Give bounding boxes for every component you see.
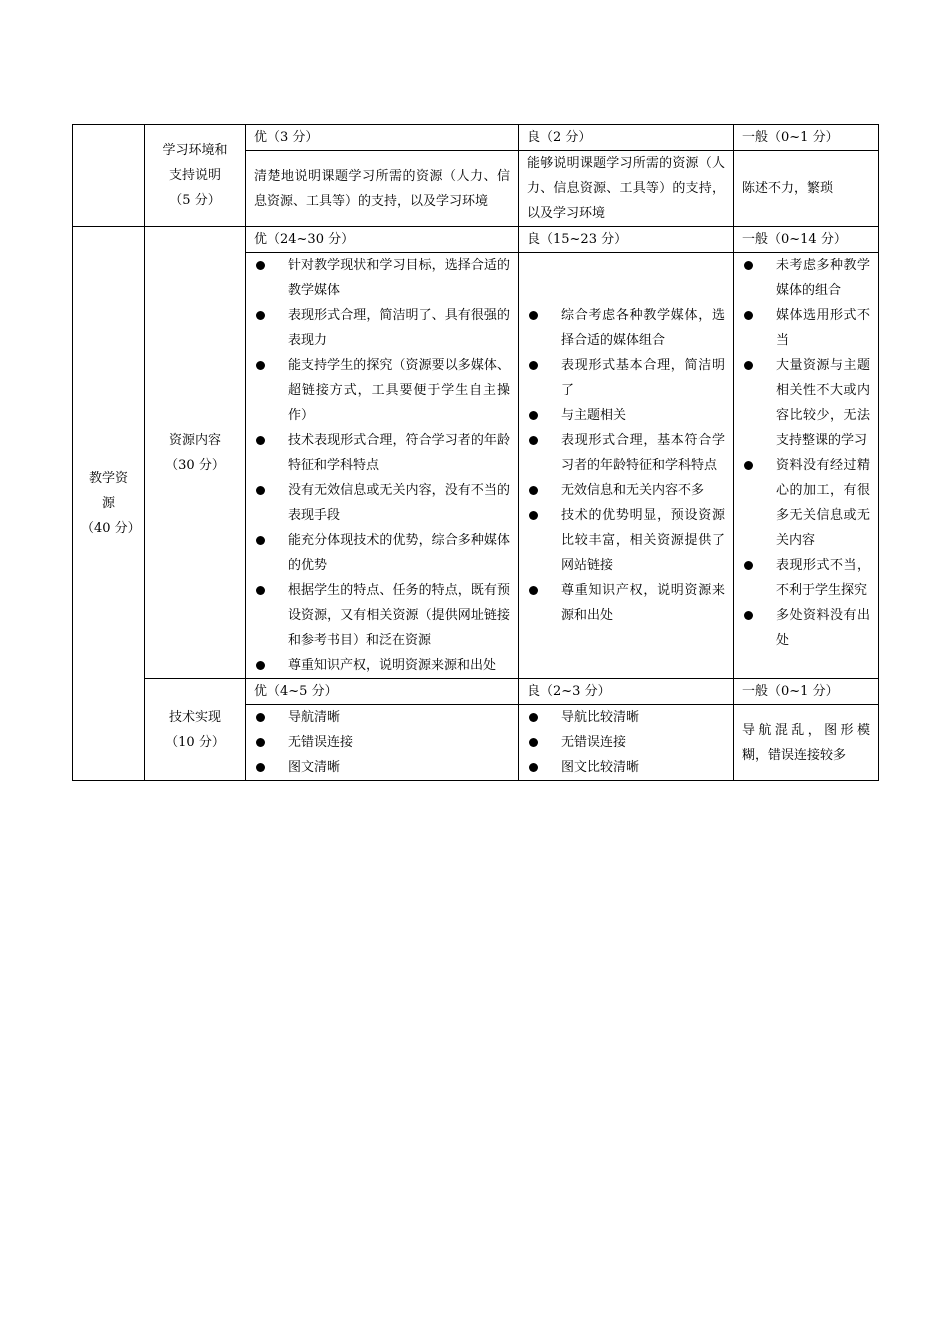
resource-content-excellent-header: 优（24~30 分） xyxy=(246,227,519,253)
resource-content-criterion-score: （30 分） xyxy=(165,457,225,473)
rubric-table xyxy=(72,124,879,781)
teaching-resources-category-score: （40 分） xyxy=(81,521,141,536)
list-item: 综合考虑各种教学媒体，选择合适的媒体组合 xyxy=(527,303,725,353)
list-item: 技术的优势明显，预设资源比较丰富，相关资源提供了网站链接 xyxy=(527,503,725,578)
learning-env-criterion-score: （5 分） xyxy=(169,193,221,208)
resource-content-fair-header: 一般（0~14 分） xyxy=(734,227,879,253)
list-item: 媒体选用形式不当 xyxy=(742,303,870,353)
learning-env-good-text: 能够说明课题学习所需的资源（人力、信息资源、工具等）的支持，以及学习环境 xyxy=(519,151,734,227)
resource-content-excellent-cell xyxy=(246,253,519,679)
resource-content-fair-cell xyxy=(734,253,879,679)
teaching-resources-category-line1: 教学资 xyxy=(88,471,128,486)
list-item: 表现形式合理，基本符合学习者的年龄特征和学科特点 xyxy=(527,428,725,478)
list-item: 表现形式合理，简洁明了、具有很强的表现力 xyxy=(254,303,510,353)
resource-content-good-cell xyxy=(519,253,734,679)
learning-env-fair-header: 一般（0~1 分） xyxy=(734,125,879,151)
tech-impl-excellent-header: 优（4~5 分） xyxy=(246,679,519,705)
tech-impl-excellent-cell xyxy=(246,705,519,781)
learning-env-good-header: 良（2 分） xyxy=(519,125,734,151)
tech-impl-header-row xyxy=(73,679,879,705)
list-item: 与主题相关 xyxy=(527,403,725,428)
tech-impl-criterion-cell xyxy=(145,679,246,781)
list-item: 能支持学生的探究（资源要以多媒体、超链接方式，工具要便于学生自主操作） xyxy=(254,353,510,428)
list-item: 技术表现形式合理，符合学习者的年龄特征和学科特点 xyxy=(254,428,510,478)
learning-env-criterion-line1: 学习环境和 xyxy=(162,143,228,158)
tech-impl-good-cell xyxy=(519,705,734,781)
list-item: 未考虑多种教学媒体的组合 xyxy=(742,253,870,303)
list-item: 图文比较清晰 xyxy=(527,755,725,780)
learning-env-fair-text: 陈述不力，繁琐 xyxy=(734,151,879,227)
learning-env-header-row xyxy=(73,125,879,151)
list-item: 尊重知识产权，说明资源来源和出处 xyxy=(254,653,510,678)
teaching-resources-category-line2: 源 xyxy=(101,496,115,511)
list-item: 导航清晰 xyxy=(254,705,510,730)
list-item: 能充分体现技术的优势，综合多种媒体的优势 xyxy=(254,528,510,578)
learning-env-excellent-text: 清楚地说明课题学习所需的资源（人力、信息资源、工具等）的支持，以及学习环境 xyxy=(246,151,519,227)
learning-env-criterion-line2: 支持说明 xyxy=(168,168,221,183)
resource-content-criterion-cell xyxy=(145,227,246,679)
tech-impl-excellent-list xyxy=(254,705,510,780)
resource-content-good-list xyxy=(527,303,725,628)
tech-impl-criterion: 技术实现 xyxy=(168,709,221,725)
list-item: 根据学生的特点、任务的特点，既有预设资源，又有相关资源（提供网址链接和参考书目）和泛在资源 xyxy=(254,578,510,653)
list-item: 大量资源与主题相关性不大或内容比较少，无法支持整课的学习 xyxy=(742,353,870,453)
list-item: 导航比较清晰 xyxy=(527,705,725,730)
learning-env-criterion-cell xyxy=(145,125,246,227)
list-item: 无效信息和无关内容不多 xyxy=(527,478,725,503)
tech-impl-fair-text: 导航混乱，图形模糊，错误连接较多 xyxy=(734,705,879,781)
tech-impl-fair-header: 一般（0~1 分） xyxy=(734,679,879,705)
list-item: 表现形式基本合理，简洁明了 xyxy=(527,353,725,403)
list-item: 表现形式不当，不利于学生探究 xyxy=(742,553,870,603)
tech-impl-good-header: 良（2~3 分） xyxy=(519,679,734,705)
list-item: 针对教学现状和学习目标，选择合适的教学媒体 xyxy=(254,253,510,303)
tech-impl-good-list xyxy=(527,705,725,780)
resource-content-header-row xyxy=(73,227,879,253)
resource-content-criterion: 资源内容 xyxy=(168,432,221,448)
list-item: 尊重知识产权，说明资源来源和出处 xyxy=(527,578,725,628)
list-item: 图文清晰 xyxy=(254,755,510,780)
list-item: 多处资料没有出处 xyxy=(742,603,870,653)
resource-content-good-header: 良（15~23 分） xyxy=(519,227,734,253)
list-item: 无错误连接 xyxy=(527,730,725,755)
learning-env-category-cell xyxy=(73,125,145,227)
list-item: 资料没有经过精心的加工，有很多无关信息或无关内容 xyxy=(742,453,870,553)
tech-impl-criterion-score: （10 分） xyxy=(165,734,225,750)
list-item: 无错误连接 xyxy=(254,730,510,755)
resource-content-excellent-list xyxy=(254,253,510,678)
learning-env-excellent-header: 优（3 分） xyxy=(246,125,519,151)
resource-content-fair-list xyxy=(742,253,870,653)
list-item: 没有无效信息或无关内容，没有不当的表现手段 xyxy=(254,478,510,528)
teaching-resources-category-cell xyxy=(73,227,145,781)
